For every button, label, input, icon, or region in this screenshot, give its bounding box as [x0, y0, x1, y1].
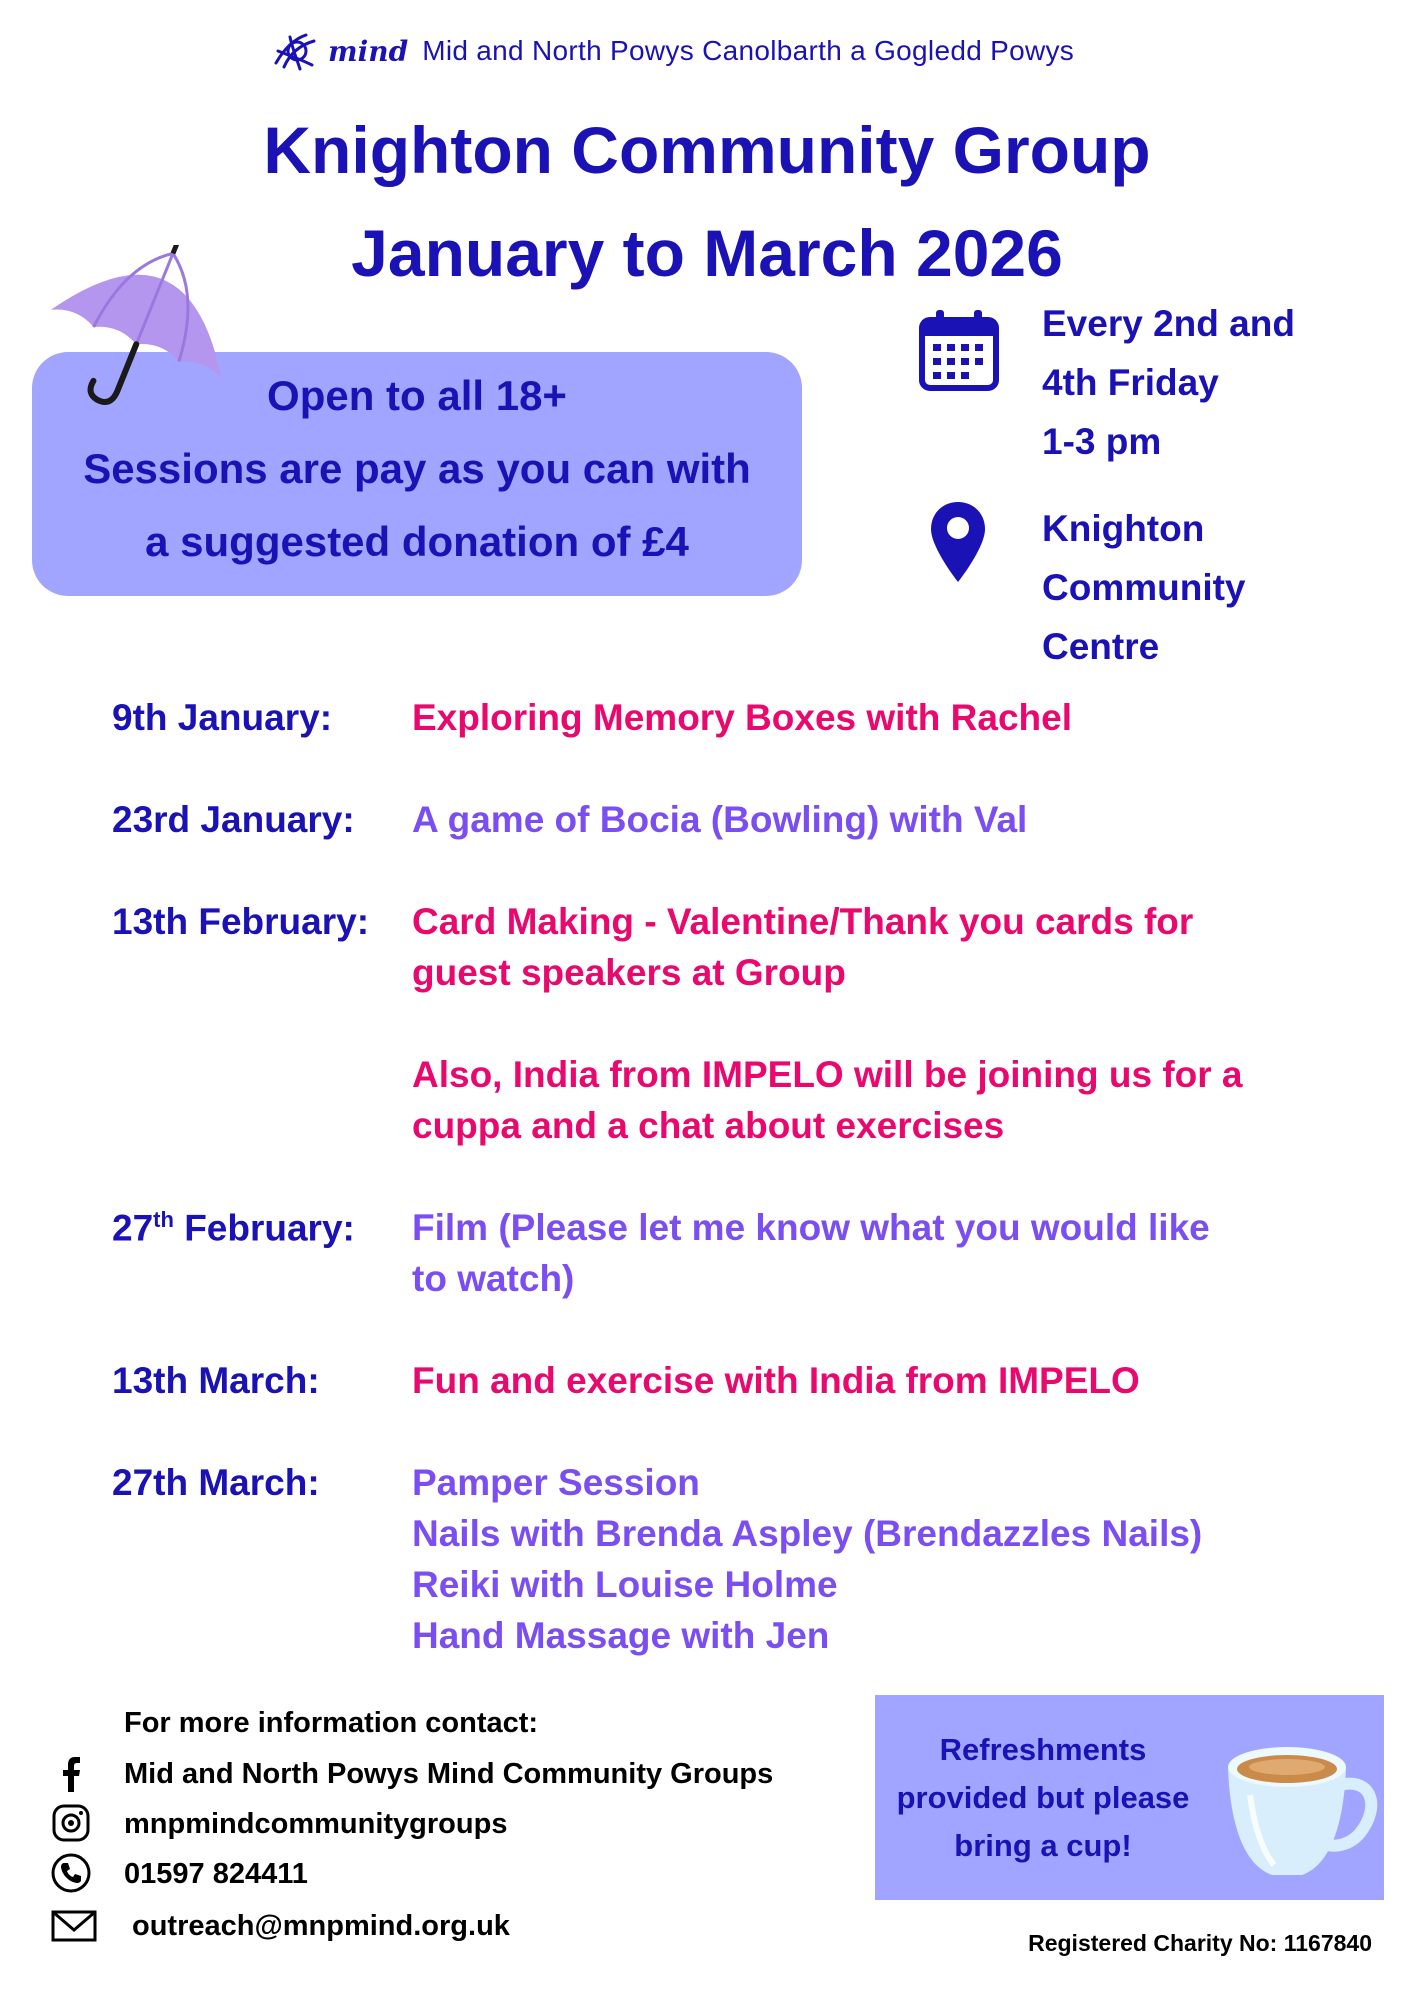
info-payment: Sessions are pay as you can with: [83, 445, 751, 492]
schedule-event: to watch): [412, 1258, 575, 1299]
schedule-date: 23rd January:: [112, 799, 355, 840]
email-icon: [50, 1904, 98, 1946]
refreshments-line-1: Refreshments: [939, 1732, 1147, 1767]
calendar-icon: [918, 308, 1000, 392]
schedule-date: 9th January:: [112, 697, 333, 738]
page-title: Knighton Community Group: [263, 113, 1151, 187]
schedule-event: A game of Bocia (Bowling) with Val: [412, 799, 1028, 840]
schedule-event: Fun and exercise with India from IMPELO: [412, 1360, 1140, 1401]
when-line-1: Every 2nd and: [1042, 303, 1295, 344]
when-line-2: 4th Friday: [1042, 362, 1219, 403]
schedule-event: Film (Please let me know what you would like: [412, 1207, 1210, 1248]
schedule-event: cuppa and a chat about exercises: [412, 1105, 1005, 1146]
schedule-date: 27th February:: [112, 1207, 355, 1249]
schedule-date: 27th March:: [112, 1462, 320, 1503]
where-line-3: Centre: [1042, 626, 1160, 667]
page-subtitle: January to March 2026: [351, 216, 1063, 290]
schedule-date: 13th February:: [112, 901, 370, 942]
contact-phone: 01597 824411: [124, 1858, 308, 1890]
mind-logo-icon: [270, 29, 326, 73]
where-line-2: Community: [1042, 567, 1246, 608]
phone-icon: [50, 1852, 92, 1894]
info-age: Open to all 18+: [267, 372, 567, 419]
schedule-event: Pamper Session: [412, 1462, 700, 1503]
schedule-event: Also, India from IMPELO will be joining us for a: [412, 1054, 1243, 1095]
refreshments-line-2: provided but please: [896, 1780, 1190, 1815]
tea-cup-icon: [1210, 1715, 1385, 1885]
schedule-event: Reiki with Louise Holme: [412, 1564, 838, 1605]
contact-heading: For more information contact:: [124, 1707, 539, 1739]
refreshments-line-3: bring a cup!: [954, 1828, 1132, 1863]
instagram-icon: [50, 1802, 92, 1844]
schedule-event: Nails with Brenda Aspley (Brendazzles Nails): [412, 1513, 1203, 1554]
info-donation: a suggested donation of £4: [145, 518, 689, 565]
org-name: Mid and North Powys Canolbarth a Gogledd Powys: [422, 35, 1075, 66]
schedule-event: Exploring Memory Boxes with Rachel: [412, 697, 1072, 738]
when-time: 1-3 pm: [1042, 421, 1162, 462]
mind-logo: [270, 26, 1074, 76]
where-line-1: Knighton: [1042, 508, 1205, 549]
schedule-event: guest speakers at Group: [412, 952, 846, 993]
contact-email: outreach@mnpmind.org.uk: [132, 1910, 510, 1942]
schedule-date: 13th March:: [112, 1360, 320, 1401]
schedule-event: Card Making - Valentine/Thank you cards for: [412, 901, 1194, 942]
contact-facebook: Mid and North Powys Mind Community Groups: [124, 1758, 774, 1790]
location-pin-icon: [928, 500, 988, 584]
charity-number: Registered Charity No: 1167840: [1028, 1930, 1372, 1956]
mind-logo-word: mind: [328, 34, 409, 68]
schedule-event: Hand Massage with Jen: [412, 1615, 830, 1656]
facebook-icon: [50, 1752, 92, 1794]
contact-instagram: mnpmindcommunitygroups: [124, 1808, 508, 1840]
